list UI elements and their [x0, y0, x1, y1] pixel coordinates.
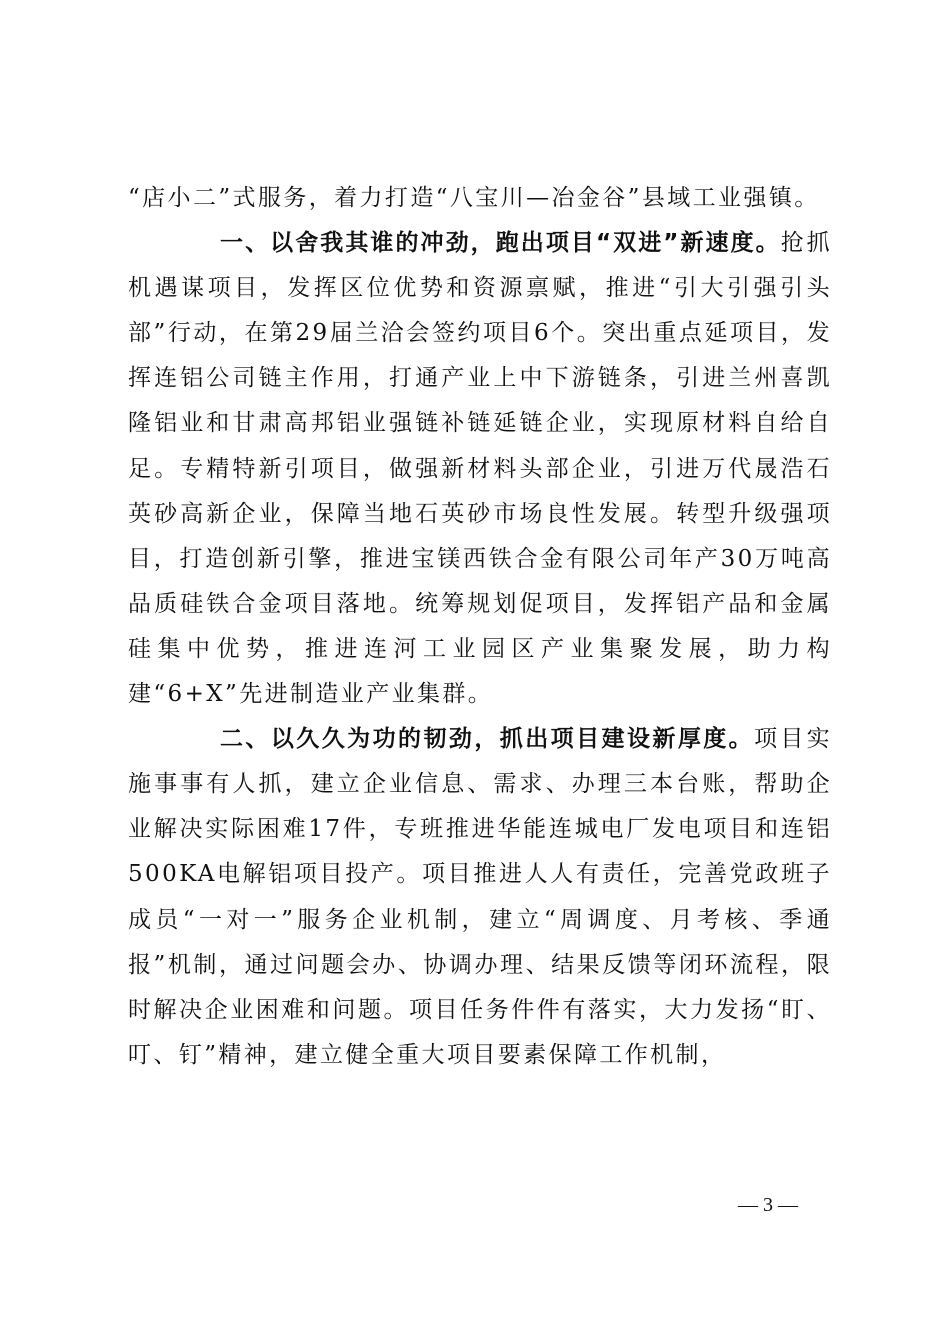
paragraph-section-two	[128, 717, 832, 1078]
paragraph-continuation	[128, 176, 832, 221]
section-heading: 一、以舍我其谁的冲劲，跑出项目“双进”新速度。	[220, 230, 781, 257]
paragraph-text: 抢抓机遇谋项目，发挥区位优势和资源禀赋，推进“引大引强引头部”行动，在第29届兰洽会签约项目6个。突出重点延项目，发挥连铝公司链主作用，打通产业上中下游链条，引进兰州喜凯隆铝业和甘肃高邦铝业强链补链延链企业，实现原材料自给自足。专精特新引项目，做强新材料头部企业，引进万代晟浩石英砂高新企业，保障当地石英砂市场良性发展。转型升级强项目，打造创新引擎，推进宝镁西铁合金有限公司年产30万吨高品质硅铁合金项目落地。统筹规划促项目，发挥铝产品和金属硅集中优势，推进连河工业园区产业集聚发展，助力构建“6+X”先进制造业产业集群。	[128, 230, 832, 708]
paragraph-text: 项目实施事事有人抓，建立企业信息、需求、办理三本台账，帮助企业解决实际困难17件，专班推进华能连城电厂发电项目和连铝500KA电解铝项目投产。项目推进人人有责任，完善党政班子成员“一对一”服务企业机制，建立“周调度、月考核、季通报”机制，通过问题会办、协调办理、结果反馈等闭环流程，限时解决企业困难和问题。项目任务件件有落实，大力发扬“盯、叮、钉”精神，建立健全重大项目要素保障工作机制，	[128, 726, 832, 1068]
document-body	[128, 176, 832, 1078]
paragraph-section-one	[128, 221, 832, 717]
page-number: — 3 —	[738, 1194, 798, 1216]
paragraph-text: “店小二”式服务，着力打造“八宝川—冶金谷”县域工业强镇。	[128, 185, 820, 211]
section-heading: 二、以久久为功的韧劲，抓出项目建设新厚度。	[220, 726, 755, 753]
